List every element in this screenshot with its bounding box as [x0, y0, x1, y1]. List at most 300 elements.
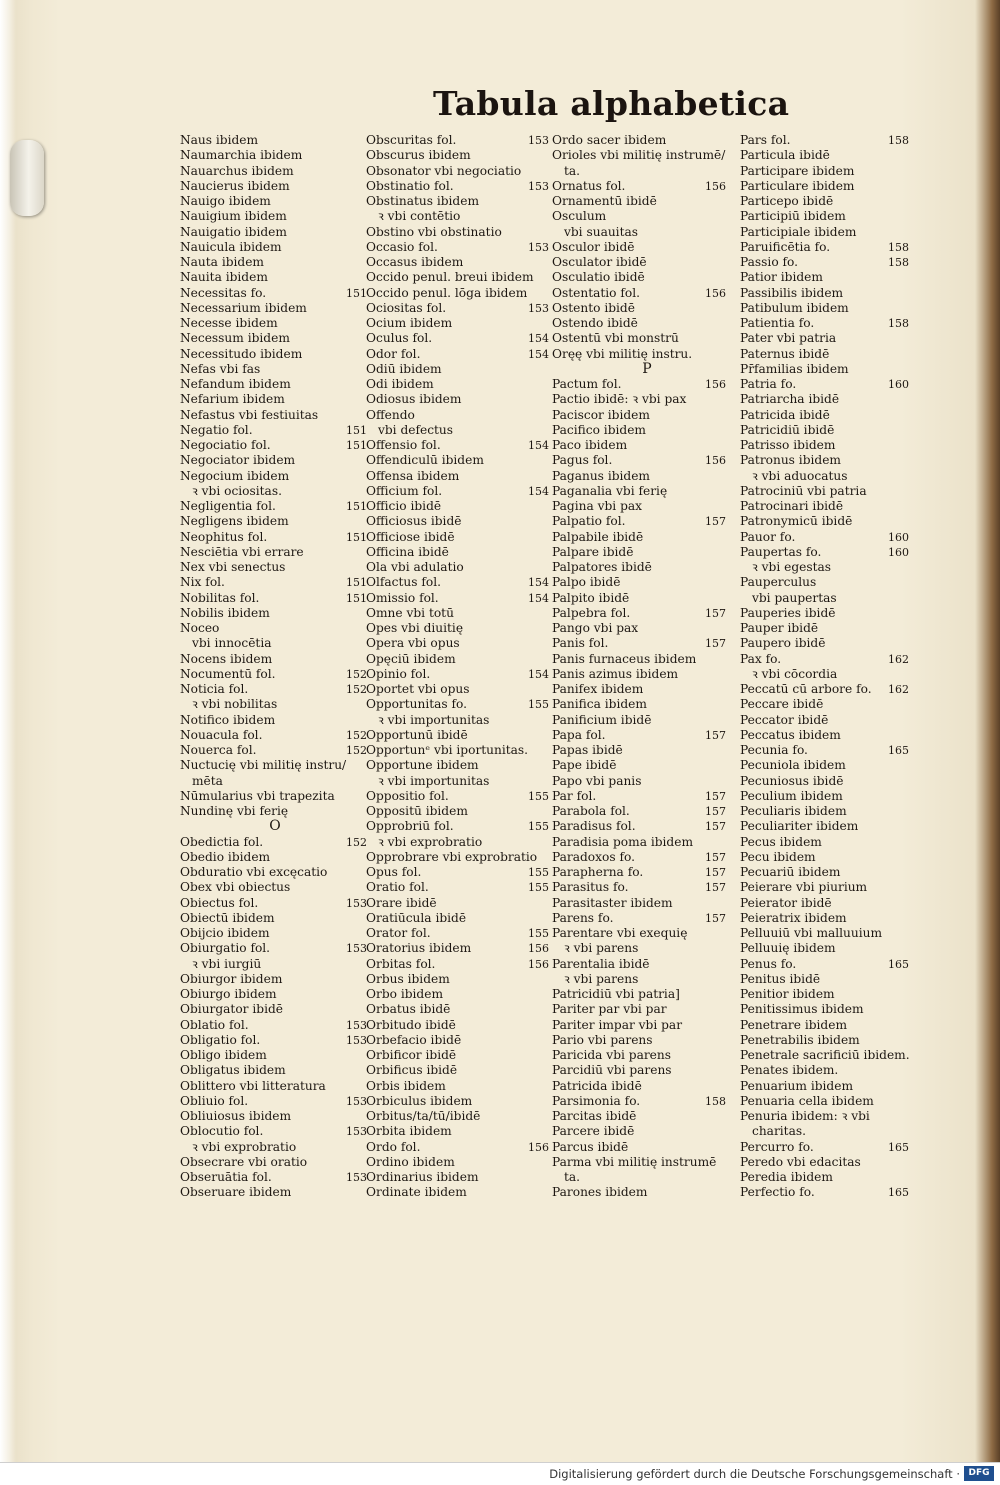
folio-number: 155 — [528, 866, 549, 879]
index-term: Naucierus ibidem — [180, 178, 290, 193]
index-entry — [180, 743, 370, 758]
index-term: Peculium ibidem — [740, 788, 843, 803]
index-term: Percurro fo. — [740, 1139, 814, 1154]
index-entry — [180, 972, 370, 987]
index-entry — [740, 1033, 930, 1048]
index-entry — [740, 667, 930, 682]
index-entry — [552, 575, 742, 590]
index-term: Palpatio fol. — [552, 514, 626, 529]
index-entry — [366, 804, 556, 819]
index-entry — [552, 972, 742, 987]
index-entry — [552, 1155, 742, 1170]
index-term: Opinio fol. — [366, 666, 431, 681]
index-entry — [552, 1109, 742, 1124]
index-entry — [366, 1124, 556, 1139]
index-term: Parcidiū vbi parens — [552, 1063, 672, 1078]
index-term: charitas. — [752, 1124, 806, 1139]
folio-number: 153 — [528, 301, 549, 315]
index-term: Odor fol. — [366, 346, 421, 361]
index-term: Nobilis ibidem — [180, 605, 270, 620]
index-term: Nundinę vbi ferię — [180, 804, 289, 818]
index-term: Nix fol. — [180, 575, 225, 590]
index-term: Oręę vbi militię instru. — [552, 346, 693, 361]
index-term: Ornatus fol. — [552, 178, 626, 193]
index-entry — [740, 484, 930, 499]
index-term: Parcitas ibidē — [552, 1109, 637, 1123]
index-entry — [552, 225, 742, 240]
index-entry — [740, 438, 930, 453]
index-term: Parentare vbi exequię — [552, 926, 688, 940]
index-term: Necessum ibidem — [180, 331, 290, 346]
index-term: Penetrale sacrificiū ibidem. — [740, 1048, 910, 1062]
dfg-logo: DFG — [964, 1466, 994, 1481]
index-entry — [552, 941, 742, 956]
index-entry — [366, 835, 556, 850]
index-entry — [180, 774, 370, 789]
index-entry — [366, 606, 556, 621]
index-entry — [366, 713, 556, 728]
index-entry — [180, 545, 370, 560]
folio-number: 154 — [528, 484, 549, 498]
index-term: Oportet vbi opus — [366, 682, 470, 696]
index-term: Pape ibidē — [552, 758, 617, 773]
index-entry — [552, 987, 742, 1002]
index-entry — [740, 865, 930, 880]
index-term: Pacifico ibidem — [552, 422, 646, 437]
index-entry — [552, 1170, 742, 1185]
index-term: Particula ibidē — [740, 148, 830, 163]
index-term: Parapherna fo. — [552, 865, 644, 879]
index-term: Palpatores ibidē — [552, 560, 652, 574]
index-entry — [180, 1140, 370, 1155]
index-entry — [552, 1185, 742, 1200]
index-term: Peredo vbi edacitas — [740, 1154, 861, 1169]
folio-number: 152 — [346, 667, 367, 681]
index-term: Osculum — [552, 209, 607, 224]
index-term: Palpare ibidē — [552, 544, 634, 559]
index-entry — [180, 209, 370, 224]
index-entry — [366, 896, 556, 911]
index-term: Participiale ibidem — [740, 224, 857, 239]
index-entry — [552, 1048, 742, 1063]
index-entry — [180, 804, 370, 819]
index-term: Officina ibidē — [366, 544, 449, 559]
index-term: Opportunᵉ vbi iportunitas. — [366, 743, 529, 757]
index-entry — [740, 606, 930, 621]
index-entry — [552, 377, 742, 392]
index-entry — [740, 636, 930, 651]
index-entry — [366, 941, 556, 956]
index-term: Pactum fol. — [552, 377, 622, 391]
index-term: Obedictia fol. — [180, 834, 264, 849]
index-entry — [180, 530, 370, 545]
index-term: Osculor ibidē — [552, 239, 635, 254]
folio-number: 153 — [346, 1171, 367, 1184]
index-entry — [180, 1155, 370, 1170]
page-spine-shadow — [0, 0, 16, 1462]
index-entry — [180, 575, 370, 590]
index-entry — [740, 331, 930, 346]
index-term: Pelluuię ibidem — [740, 941, 836, 956]
index-entry — [740, 225, 930, 240]
index-term: Pater vbi patria — [740, 331, 837, 346]
index-term: Participare ibidem — [740, 163, 855, 178]
index-term: ta. — [564, 1170, 581, 1184]
index-entry — [552, 530, 742, 545]
index-entry — [366, 453, 556, 468]
index-term: Penuria ibidem: ꝛ vbi — [740, 1109, 870, 1123]
index-term: Patricidiū vbi patria] — [552, 987, 680, 1001]
index-entry — [366, 1018, 556, 1033]
index-entry — [180, 835, 370, 850]
folio-number: 152 — [346, 728, 367, 742]
index-term: Patronymicū ibidē — [740, 514, 853, 529]
index-entry — [180, 606, 370, 621]
index-entry — [552, 743, 742, 758]
index-term: Pauperculus — [740, 575, 817, 590]
index-term: Nauigo ibidem — [180, 194, 271, 208]
index-entry — [552, 758, 742, 773]
index-entry — [366, 1094, 556, 1109]
index-term: Penetrabilis ibidem — [740, 1032, 860, 1047]
folio-number: 155 — [528, 927, 549, 940]
index-term: Negatio fol. — [180, 422, 253, 437]
index-term: Necesse ibidem — [180, 316, 278, 330]
index-entry — [740, 880, 930, 895]
index-entry — [552, 1094, 742, 1109]
index-term: Obiurgor ibidem — [180, 971, 283, 986]
index-entry — [552, 438, 742, 453]
index-entry — [740, 194, 930, 209]
index-term: Pauper ibidē — [740, 621, 819, 635]
index-term: Obiectus fol. — [180, 895, 259, 910]
index-term: Paupertas fo. — [740, 544, 822, 559]
folio-number: 156 — [528, 957, 549, 971]
index-entry — [366, 148, 556, 163]
index-term: ꝛ vbi exprobratio — [378, 834, 483, 849]
index-term: Offendo — [366, 407, 415, 422]
folio-number: 165 — [888, 1186, 909, 1200]
index-term: Orbitudo ibidē — [366, 1017, 456, 1032]
index-entry — [552, 209, 742, 224]
index-term: Opprobrare vbi exprobratio — [366, 849, 538, 864]
index-entry — [740, 1185, 930, 1200]
index-entry — [180, 667, 370, 682]
index-column-2 — [366, 133, 556, 1201]
index-entry — [366, 667, 556, 682]
index-entry — [366, 1002, 556, 1017]
index-entry — [366, 880, 556, 895]
index-entry — [552, 835, 742, 850]
index-entry — [740, 758, 930, 773]
index-term: Penitior ibidem — [740, 987, 835, 1001]
index-term: Pelluuiū vbi malluuium — [740, 926, 883, 940]
index-entry — [366, 743, 556, 758]
index-entry — [740, 804, 930, 819]
index-term: Opera vbi opus — [366, 636, 460, 651]
index-entry — [366, 240, 556, 255]
index-entry — [552, 896, 742, 911]
index-entry — [552, 652, 742, 667]
index-entry — [366, 408, 556, 423]
index-entry — [740, 1140, 930, 1155]
index-entry — [552, 789, 742, 804]
folio-number: 157 — [705, 820, 726, 834]
index-entry — [740, 499, 930, 514]
index-entry — [552, 240, 742, 255]
index-entry — [552, 148, 742, 163]
folio-number: 158 — [888, 134, 909, 147]
index-term: Paganalia vbi ferię — [552, 483, 668, 498]
folio-number: 156 — [528, 1140, 549, 1154]
index-term: Parma vbi militię instrumē — [552, 1154, 717, 1169]
index-term: Palpo ibidē — [552, 575, 621, 590]
index-term: Necessitas fo. — [180, 285, 267, 300]
index-entry — [366, 484, 556, 499]
index-entry — [552, 591, 742, 606]
index-term: vbi innocētia — [192, 636, 272, 651]
index-entry — [552, 194, 742, 209]
index-term: Nūmularius vbi trapezita — [180, 788, 335, 803]
index-term: Obduratio vbi excęcatio — [180, 865, 328, 879]
index-entry — [552, 621, 742, 636]
index-term: Paradoxos fo. — [552, 849, 635, 864]
index-term: Ordinate ibidem — [366, 1185, 467, 1200]
index-term: Nesciētia vbi errare — [180, 544, 304, 559]
index-entry — [740, 835, 930, 850]
index-term: ꝛ vbi exprobratio — [192, 1139, 297, 1154]
folio-number: 157 — [705, 728, 726, 742]
folio-number: 165 — [888, 957, 909, 971]
index-entry — [740, 743, 930, 758]
index-term: Omissio fol. — [366, 590, 439, 605]
index-term: Noticia fol. — [180, 682, 249, 696]
index-entry — [366, 575, 556, 590]
folio-number: 156 — [705, 179, 726, 193]
index-entry — [180, 1094, 370, 1109]
book-clasp — [10, 140, 44, 216]
index-entry — [740, 514, 930, 529]
index-term: Pariter par vbi par — [552, 1002, 667, 1017]
index-term: Naus ibidem — [180, 133, 259, 147]
folio-number: 162 — [888, 683, 909, 696]
index-term: Obliuio fol. — [180, 1093, 249, 1108]
index-entry — [740, 408, 930, 423]
index-term: Odiosus ibidem — [366, 392, 462, 407]
folio-number: 156 — [705, 286, 726, 300]
index-entry — [740, 652, 930, 667]
index-entry — [740, 347, 930, 362]
index-term: Patriarcha ibidē — [740, 392, 840, 407]
index-entry — [180, 225, 370, 240]
folio-number: 153 — [528, 240, 549, 254]
folio-number: 151 — [346, 591, 367, 605]
index-entry — [740, 1018, 930, 1033]
index-term: Nouerca fol. — [180, 743, 257, 757]
index-entry — [366, 865, 556, 880]
index-entry — [366, 1079, 556, 1094]
index-term: Nauta ibidem — [180, 255, 264, 269]
index-entry — [366, 1033, 556, 1048]
index-entry — [552, 880, 742, 895]
index-term: Obsonator vbi negociatio — [366, 163, 522, 178]
folio-number: 157 — [705, 866, 726, 879]
index-term: Opes vbi diuitię — [366, 621, 464, 635]
index-entry — [552, 347, 742, 362]
index-entry — [552, 606, 742, 621]
folio-number: 158 — [705, 1094, 726, 1108]
index-term: Osculator ibidē — [552, 255, 647, 269]
index-entry — [366, 270, 556, 285]
index-entry — [552, 1033, 742, 1048]
folio-number: 154 — [528, 591, 549, 605]
footer-credit: Digitalisierung gefördert durch die Deutsche Forschungsgemeinschaft · — [549, 1467, 960, 1481]
index-term: Ordinarius ibidem — [366, 1170, 479, 1184]
index-entry — [552, 713, 742, 728]
folio-number: 155 — [528, 881, 549, 895]
index-entry — [552, 682, 742, 697]
index-term: Paruificētia fo. — [740, 239, 831, 254]
folio-number: 160 — [888, 530, 909, 544]
index-entry — [740, 133, 930, 148]
folio-number: 157 — [705, 515, 726, 529]
index-entry — [552, 301, 742, 316]
index-entry — [366, 255, 556, 270]
index-entry — [740, 301, 930, 316]
index-term: Parabola fol. — [552, 804, 630, 818]
index-entry — [366, 438, 556, 453]
index-entry — [366, 758, 556, 773]
folio-number: 151 — [346, 423, 367, 437]
index-entry — [740, 774, 930, 789]
index-term: Parentalia ibidē — [552, 956, 650, 971]
index-entry — [552, 1018, 742, 1033]
index-entry — [180, 286, 370, 301]
index-entry — [740, 713, 930, 728]
index-column-1 — [180, 133, 370, 1201]
index-term: Pagina vbi pax — [552, 499, 643, 513]
folio-number: 151 — [346, 500, 367, 513]
index-term: Orbiculus ibidem — [366, 1093, 473, 1108]
index-entry — [180, 255, 370, 270]
index-term: Peccatū cū arbore fo. — [740, 682, 872, 696]
index-term: Panifex ibidem — [552, 682, 644, 696]
index-entry — [740, 941, 930, 956]
index-entry — [552, 1002, 742, 1017]
index-entry — [366, 987, 556, 1002]
folio-number: 151 — [346, 530, 367, 544]
index-term: Oratio fol. — [366, 880, 429, 895]
index-entry — [180, 1124, 370, 1139]
index-entry — [740, 392, 930, 407]
index-term: Paciscor ibidem — [552, 407, 650, 422]
index-term: Nouacula fol. — [180, 727, 263, 742]
index-entry — [740, 911, 930, 926]
index-term: Obliuiosus ibidem — [180, 1109, 292, 1123]
index-entry — [180, 789, 370, 804]
index-entry — [366, 682, 556, 697]
index-term: Negligentia fol. — [180, 499, 276, 513]
index-term: Oblocutio fol. — [180, 1124, 264, 1139]
index-entry — [180, 331, 370, 346]
index-term: Negligens ibidem — [180, 514, 289, 529]
index-term: Nefarium ibidem — [180, 392, 285, 407]
index-entry — [740, 1155, 930, 1170]
index-term: Obiurgo ibidem — [180, 987, 277, 1001]
index-entry — [180, 408, 370, 423]
index-entry — [740, 453, 930, 468]
index-entry — [366, 911, 556, 926]
index-term: Obscuritas fol. — [366, 133, 457, 147]
index-entry — [552, 819, 742, 834]
index-term: Paternus ibidē — [740, 346, 830, 361]
index-term: Pecuariū ibidem — [740, 865, 841, 879]
index-entry — [552, 316, 742, 331]
index-term: Obiectū ibidem — [180, 910, 275, 925]
index-entry — [180, 728, 370, 743]
index-term: Ornamentū ibidē — [552, 194, 657, 208]
index-entry — [552, 179, 742, 194]
index-term: Odiū ibidem — [366, 361, 442, 376]
index-entry — [180, 850, 370, 865]
index-entry — [740, 164, 930, 179]
index-entry — [180, 758, 370, 773]
index-term: Pariter impar vbi par — [552, 1017, 683, 1032]
index-entry — [552, 255, 742, 270]
index-entry — [366, 545, 556, 560]
index-term: Orbatus ibidē — [366, 1002, 451, 1017]
index-term: Pecu ibidem — [740, 849, 816, 864]
index-term: Penitus ibidē — [740, 971, 821, 986]
index-term: Naumarchia ibidem — [180, 148, 303, 163]
index-term: Offensio fol. — [366, 438, 441, 452]
folio-number: 153 — [528, 134, 549, 147]
index-term: Nauicula ibidem — [180, 239, 282, 254]
index-term: Orbita ibidem — [366, 1124, 452, 1139]
index-term: Particepo ibidē — [740, 194, 834, 208]
index-entry — [366, 1109, 556, 1124]
index-term: Pecunia fo. — [740, 743, 808, 757]
index-term: Obscurus ibidem — [366, 148, 471, 163]
index-entry — [740, 1170, 930, 1185]
index-term: Peierare vbi piurium — [740, 880, 868, 895]
index-term: Pario vbi parens — [552, 1032, 653, 1047]
index-entry — [366, 179, 556, 194]
index-term: Peierator ibidē — [740, 895, 832, 910]
index-term: Oculus fol. — [366, 331, 433, 346]
index-entry — [366, 194, 556, 209]
folio-number: 157 — [705, 805, 726, 818]
index-entry — [366, 819, 556, 834]
index-entry — [740, 575, 930, 590]
index-entry — [740, 362, 930, 377]
folio-number: 153 — [346, 1018, 367, 1032]
index-entry — [180, 987, 370, 1002]
index-term: Peccator ibidē — [740, 712, 829, 727]
index-term: Orbis ibidem — [366, 1078, 446, 1093]
index-term: Paco ibidem — [552, 438, 628, 452]
index-entry — [366, 133, 556, 148]
index-entry — [366, 331, 556, 346]
index-entry — [180, 682, 370, 697]
page-title: Tabula alphabetica — [433, 84, 790, 123]
index-entry — [180, 362, 370, 377]
index-entry — [740, 819, 930, 834]
folio-number: 160 — [888, 378, 909, 391]
folio-number: 152 — [346, 744, 367, 757]
index-term: ꝛ vbi nobilitas — [192, 697, 278, 712]
index-term: Penuaria cella ibidem — [740, 1093, 874, 1108]
